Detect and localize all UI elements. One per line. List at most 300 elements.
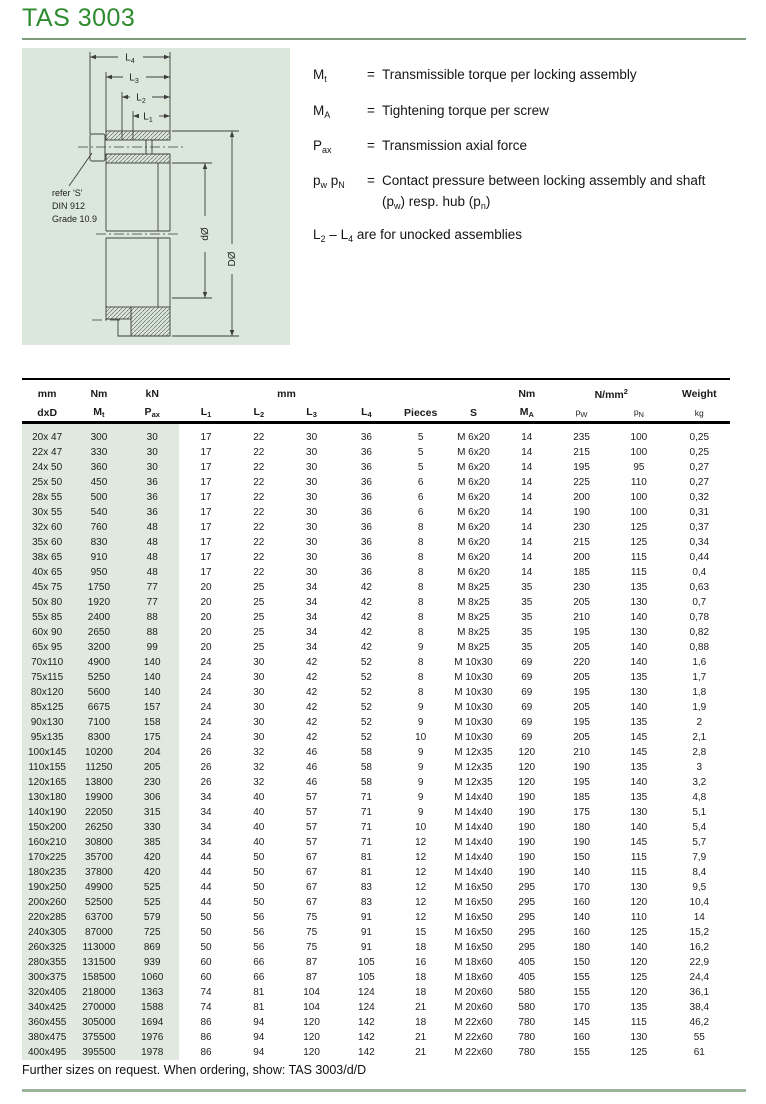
table-cell: 124 bbox=[358, 987, 375, 998]
table-cell: 22 bbox=[253, 462, 265, 473]
table-cell: 30 bbox=[253, 732, 265, 743]
table-cell: 9 bbox=[417, 642, 424, 653]
table-cell: 18 bbox=[415, 942, 427, 953]
table-cell: 185 bbox=[573, 567, 590, 578]
table-cell: 22 bbox=[253, 567, 265, 578]
table-cell: 81 bbox=[253, 987, 265, 998]
table-cell: 46 bbox=[306, 762, 318, 773]
table-cell: 50x 80 bbox=[22, 595, 72, 610]
table-cell: 200x260 bbox=[22, 895, 72, 910]
table-cell: 58 bbox=[360, 747, 372, 758]
table-cell: 21 bbox=[415, 1047, 427, 1058]
table-cell: 0,31 bbox=[689, 507, 710, 518]
table-cell: 44 bbox=[200, 852, 212, 863]
table-cell: 579 bbox=[126, 910, 179, 925]
table-cell: 1363 bbox=[126, 985, 179, 1000]
table-row bbox=[22, 760, 730, 775]
table-cell: 104 bbox=[303, 987, 320, 998]
table-row bbox=[22, 423, 730, 446]
table-cell: 1588 bbox=[126, 1000, 179, 1015]
table-row bbox=[22, 460, 730, 475]
table-cell: 75 bbox=[306, 927, 318, 938]
table-row bbox=[22, 955, 730, 970]
table-cell: 17 bbox=[200, 537, 212, 548]
table-cell: 125 bbox=[630, 972, 648, 983]
table-cell: 17 bbox=[200, 432, 212, 443]
table-cell: 40x 65 bbox=[22, 565, 72, 580]
table-cell: 8 bbox=[417, 597, 424, 608]
table-cell: 140 bbox=[630, 642, 648, 653]
table-row bbox=[22, 775, 730, 790]
table-cell: 14 bbox=[521, 492, 533, 503]
table-cell: 30 bbox=[126, 423, 179, 446]
table-cell: 360x455 bbox=[22, 1015, 72, 1030]
table-cell: 22 bbox=[253, 477, 265, 488]
column-header: L1 bbox=[179, 404, 233, 423]
table-cell: 30 bbox=[253, 657, 265, 668]
table-cell: 71 bbox=[360, 837, 372, 848]
table-cell: 17 bbox=[200, 567, 212, 578]
table-cell: 30 bbox=[306, 462, 318, 473]
table-body bbox=[22, 423, 730, 1061]
table-row bbox=[22, 835, 730, 850]
table-cell: 91 bbox=[360, 912, 372, 923]
table-cell: 8,4 bbox=[692, 867, 707, 878]
table-cell: 57 bbox=[306, 822, 318, 833]
unit-nm-mt: Nm bbox=[90, 388, 108, 400]
dim-label-l2: $L_2$ bbox=[136, 92, 146, 105]
table-cell: 52 bbox=[360, 657, 372, 668]
table-cell: 580 bbox=[518, 987, 536, 998]
table-cell: 1,7 bbox=[692, 672, 707, 683]
table-cell: 30 bbox=[306, 492, 318, 503]
table-cell: 35x 60 bbox=[22, 535, 72, 550]
table-cell: 145 bbox=[630, 837, 648, 848]
table-cell: 157 bbox=[126, 700, 179, 715]
table-cell: M 10x30 bbox=[454, 702, 493, 713]
table-cell: 205 bbox=[573, 642, 590, 653]
table-cell: 42 bbox=[360, 597, 372, 608]
table-cell: M 6x20 bbox=[457, 462, 490, 473]
table-cell: 25x 50 bbox=[22, 475, 72, 490]
table-cell: 135 bbox=[630, 1002, 648, 1013]
table-cell: 42 bbox=[306, 702, 318, 713]
table-cell: 9 bbox=[417, 717, 424, 728]
table-cell: 140 bbox=[630, 702, 648, 713]
table-cell: 67 bbox=[306, 852, 318, 863]
table-cell: 42 bbox=[306, 687, 318, 698]
table-cell: 88 bbox=[126, 610, 179, 625]
table-cell: 30 bbox=[126, 460, 179, 475]
table-cell: 1694 bbox=[126, 1015, 179, 1030]
table-cell: 270000 bbox=[72, 1000, 125, 1015]
table-cell: 81 bbox=[360, 867, 372, 878]
dim-label-l4: $L_4$ bbox=[125, 52, 135, 65]
table-cell: 180 bbox=[573, 942, 590, 953]
table-cell: M 14x40 bbox=[454, 867, 493, 878]
table-cell: 20 bbox=[200, 627, 212, 638]
table-cell: 14 bbox=[521, 432, 533, 443]
table-cell: 140 bbox=[126, 655, 179, 670]
table-cell: 100 bbox=[630, 432, 648, 443]
table-cell: 185 bbox=[573, 792, 590, 803]
table-cell: 170x225 bbox=[22, 850, 72, 865]
table-cell: 1,9 bbox=[692, 702, 707, 713]
table-cell: 14 bbox=[693, 912, 705, 923]
table-cell: 120 bbox=[630, 957, 648, 968]
table-cell: 395500 bbox=[72, 1045, 125, 1060]
table-cell: 0,78 bbox=[689, 612, 710, 623]
table-row bbox=[22, 805, 730, 820]
table-cell: M 20x60 bbox=[454, 987, 493, 998]
table-cell: 52 bbox=[360, 732, 372, 743]
table-cell: 42 bbox=[360, 582, 372, 593]
table-cell: 36 bbox=[360, 522, 372, 533]
table-cell: 30 bbox=[126, 445, 179, 460]
table-cell: 0,7 bbox=[692, 597, 707, 608]
table-cell: 66 bbox=[253, 957, 265, 968]
table-cell: 142 bbox=[358, 1047, 375, 1058]
table-cell: 9 bbox=[417, 777, 424, 788]
table-cell: 1978 bbox=[126, 1045, 179, 1060]
table-cell: M 10x30 bbox=[454, 687, 493, 698]
table-cell: 204 bbox=[126, 745, 179, 760]
table-cell: 9 bbox=[417, 792, 424, 803]
table-cell: 36 bbox=[360, 462, 372, 473]
table-row bbox=[22, 715, 730, 730]
table-cell: 1976 bbox=[126, 1030, 179, 1045]
table-cell: 42 bbox=[306, 672, 318, 683]
table-cell: 105 bbox=[358, 972, 375, 983]
table-cell: 5,7 bbox=[692, 837, 707, 848]
table-cell: 42 bbox=[360, 627, 372, 638]
table-cell: 21 bbox=[415, 1032, 427, 1043]
table-cell: 6 bbox=[417, 477, 424, 488]
table-cell: 195 bbox=[573, 687, 590, 698]
table-cell: 195 bbox=[573, 717, 590, 728]
table-cell: 34 bbox=[200, 822, 212, 833]
table-cell: 135 bbox=[630, 582, 648, 593]
table-cell: 71 bbox=[360, 822, 372, 833]
screw-note-line2: DIN 912 bbox=[52, 201, 86, 211]
table-cell: 32x 60 bbox=[22, 520, 72, 535]
table-cell: 145 bbox=[630, 732, 648, 743]
table-row bbox=[22, 730, 730, 745]
table-cell: 67 bbox=[306, 882, 318, 893]
table-cell: 6675 bbox=[72, 700, 125, 715]
table-cell: 36 bbox=[360, 447, 372, 458]
table-cell: 0,88 bbox=[689, 642, 710, 653]
table-cell: 46,2 bbox=[689, 1017, 710, 1028]
table-cell: 0,34 bbox=[689, 537, 710, 548]
table-cell: 24 bbox=[200, 672, 212, 683]
table-cell: 94 bbox=[253, 1047, 265, 1058]
table-cell: 195 bbox=[573, 777, 590, 788]
table-cell: 8 bbox=[417, 672, 424, 683]
table-cell: 6 bbox=[417, 492, 424, 503]
table-cell: M 6x20 bbox=[457, 537, 490, 548]
table-cell: 24 bbox=[200, 657, 212, 668]
table-cell: 760 bbox=[72, 520, 125, 535]
table-cell: 71 bbox=[360, 792, 372, 803]
table-cell: 12 bbox=[415, 897, 427, 908]
dim-label-D: DØ bbox=[227, 251, 238, 267]
table-row bbox=[22, 1000, 730, 1015]
table-cell: 38,4 bbox=[689, 1002, 710, 1013]
unit-mm-d: mm bbox=[37, 388, 57, 400]
table-cell: 14 bbox=[521, 507, 533, 518]
table-cell: 75x115 bbox=[22, 670, 72, 685]
table-cell: 125 bbox=[630, 537, 648, 548]
table-cell: M 22x60 bbox=[454, 1032, 493, 1043]
table-cell: 24,4 bbox=[689, 972, 710, 983]
table-cell: 140 bbox=[573, 867, 590, 878]
table-row bbox=[22, 535, 730, 550]
table-cell: 140 bbox=[573, 912, 590, 923]
table-cell: 42 bbox=[306, 717, 318, 728]
table-cell: 17 bbox=[200, 462, 212, 473]
table-cell: 113000 bbox=[72, 940, 125, 955]
table-cell: 30 bbox=[253, 702, 265, 713]
table-cell: 200 bbox=[573, 552, 590, 563]
table-row bbox=[22, 745, 730, 760]
table-cell: 13800 bbox=[72, 775, 125, 790]
table-row bbox=[22, 910, 730, 925]
table-cell: 405 bbox=[518, 972, 536, 983]
dim-label-l3: $L_3$ bbox=[129, 72, 139, 85]
table-cell: 260x325 bbox=[22, 940, 72, 955]
table-cell: 15,2 bbox=[689, 927, 710, 938]
table-cell: 218000 bbox=[72, 985, 125, 1000]
table-cell: 71 bbox=[360, 807, 372, 818]
table-cell: 32 bbox=[253, 762, 265, 773]
table-cell: 205 bbox=[573, 597, 590, 608]
table-cell: 215 bbox=[573, 537, 590, 548]
table-cell: 155 bbox=[573, 1047, 590, 1058]
screw-note-line1: refer 'S' bbox=[52, 188, 83, 198]
table-cell: 5 bbox=[417, 447, 424, 458]
table-cell: 190x250 bbox=[22, 880, 72, 895]
table-cell: 22050 bbox=[72, 805, 125, 820]
table-cell: M 12x35 bbox=[454, 762, 493, 773]
table-row bbox=[22, 670, 730, 685]
table-cell: 91 bbox=[360, 942, 372, 953]
table-cell: 36 bbox=[126, 490, 179, 505]
table-row bbox=[22, 550, 730, 565]
table-cell: 330 bbox=[72, 445, 125, 460]
table-cell: 160 bbox=[573, 1032, 590, 1043]
table-cell: 140 bbox=[630, 942, 648, 953]
table-cell: 450 bbox=[72, 475, 125, 490]
table-cell: 30 bbox=[306, 447, 318, 458]
table-cell: 69 bbox=[521, 657, 533, 668]
table-cell: 75 bbox=[306, 912, 318, 923]
table-cell: 120 bbox=[303, 1047, 320, 1058]
table-cell: 7,9 bbox=[692, 852, 707, 863]
table-cell: 295 bbox=[518, 882, 536, 893]
table-cell: 34 bbox=[200, 837, 212, 848]
table-cell: 36 bbox=[360, 432, 372, 443]
table-cell: 140 bbox=[630, 612, 648, 623]
table-cell: 36 bbox=[360, 567, 372, 578]
table-cell: 65x 95 bbox=[22, 640, 72, 655]
table-cell: 35 bbox=[521, 597, 533, 608]
table-cell: 50 bbox=[253, 852, 265, 863]
table-cell: 3,2 bbox=[692, 777, 707, 788]
table-cell: 150x200 bbox=[22, 820, 72, 835]
table-cell: 0,44 bbox=[689, 552, 710, 563]
table-cell: M 12x35 bbox=[454, 777, 493, 788]
table-cell: 0,63 bbox=[689, 582, 710, 593]
table-cell: 48 bbox=[126, 565, 179, 580]
table-cell: 8 bbox=[417, 537, 424, 548]
table-cell: 36 bbox=[360, 537, 372, 548]
table-cell: 190 bbox=[518, 867, 536, 878]
table-cell: 37800 bbox=[72, 865, 125, 880]
table-cell: 580 bbox=[518, 1002, 536, 1013]
table-cell: M 14x40 bbox=[454, 837, 493, 848]
table-cell: 80x120 bbox=[22, 685, 72, 700]
table-cell: 420 bbox=[126, 865, 179, 880]
table-cell: 0,82 bbox=[689, 627, 710, 638]
table-cell: 190 bbox=[518, 792, 536, 803]
table-cell: 60 bbox=[200, 957, 212, 968]
table-cell: 22 bbox=[253, 507, 265, 518]
table-cell: 340x425 bbox=[22, 1000, 72, 1015]
table-cell: 36 bbox=[126, 475, 179, 490]
table-cell: 525 bbox=[126, 880, 179, 895]
table-cell: 120x165 bbox=[22, 775, 72, 790]
table-cell: 25 bbox=[253, 612, 265, 623]
table-cell: 135 bbox=[630, 792, 648, 803]
table-cell: 180x235 bbox=[22, 865, 72, 880]
table-cell: 70x110 bbox=[22, 655, 72, 670]
table-cell: 57 bbox=[306, 807, 318, 818]
table-cell: 52 bbox=[360, 717, 372, 728]
page-title: TAS 3003 bbox=[22, 4, 136, 32]
table-cell: 20 bbox=[200, 642, 212, 653]
table-cell: 22 bbox=[253, 432, 265, 443]
table-cell: M 8x25 bbox=[457, 642, 490, 653]
table-cell: 38x 65 bbox=[22, 550, 72, 565]
table-cell: 210 bbox=[573, 747, 590, 758]
column-header: Pax bbox=[126, 404, 179, 423]
table-cell: 110x155 bbox=[22, 760, 72, 775]
table-cell: 142 bbox=[358, 1032, 375, 1043]
table-cell: 14 bbox=[521, 447, 533, 458]
table-cell: 58 bbox=[360, 777, 372, 788]
table-cell: 5,4 bbox=[692, 822, 707, 833]
table-cell: 20x 47 bbox=[22, 423, 72, 446]
table-cell: 61 bbox=[693, 1047, 705, 1058]
table-cell: 540 bbox=[72, 505, 125, 520]
table-cell: 135 bbox=[630, 717, 648, 728]
table-cell: 155 bbox=[573, 987, 590, 998]
table-cell: 0,25 bbox=[689, 447, 710, 458]
table-cell: 130 bbox=[630, 807, 648, 818]
column-header-row bbox=[22, 404, 730, 423]
table-cell: 18 bbox=[415, 1017, 427, 1028]
table-cell: 230 bbox=[126, 775, 179, 790]
table-cell: 130 bbox=[630, 687, 648, 698]
table-row bbox=[22, 790, 730, 805]
table-cell: 81 bbox=[253, 1002, 265, 1013]
table-cell: 0,25 bbox=[689, 432, 710, 443]
table-cell: 25 bbox=[253, 582, 265, 593]
table-cell: 36,1 bbox=[689, 987, 710, 998]
table-cell: 115 bbox=[630, 1017, 647, 1028]
unit-mm-lengths: mm bbox=[277, 388, 296, 400]
table-cell: 19900 bbox=[72, 790, 125, 805]
table-cell: 56 bbox=[253, 942, 265, 953]
table-row bbox=[22, 580, 730, 595]
table-cell: 9 bbox=[417, 762, 424, 773]
table-cell: 5600 bbox=[72, 685, 125, 700]
legend-row-pax: $P_{ax}$ = Transmission axial force bbox=[313, 138, 528, 155]
table-cell: 26 bbox=[200, 777, 212, 788]
table-cell: 180 bbox=[573, 822, 590, 833]
table-cell: M 18x60 bbox=[454, 972, 493, 983]
table-cell: M 6x20 bbox=[457, 567, 490, 578]
table-cell: 94 bbox=[253, 1032, 265, 1043]
table-cell: 25 bbox=[253, 642, 265, 653]
table-cell: 17 bbox=[200, 447, 212, 458]
table-cell: 50 bbox=[253, 882, 265, 893]
table-cell: 45x 75 bbox=[22, 580, 72, 595]
table-row bbox=[22, 610, 730, 625]
table-cell: 125 bbox=[630, 1047, 648, 1058]
table-cell: 46 bbox=[306, 747, 318, 758]
table-cell: 300 bbox=[72, 423, 125, 446]
table-cell: 0,32 bbox=[689, 492, 710, 503]
table-row bbox=[22, 865, 730, 880]
table-cell: 40 bbox=[253, 837, 265, 848]
table-cell: 131500 bbox=[72, 955, 125, 970]
table-cell: 0,37 bbox=[689, 522, 710, 533]
table-cell: 1920 bbox=[72, 595, 125, 610]
table-cell: 2,8 bbox=[692, 747, 707, 758]
table-cell: 420 bbox=[126, 850, 179, 865]
table-cell: 110 bbox=[630, 477, 647, 488]
table-cell: 30 bbox=[253, 717, 265, 728]
table-cell: 94 bbox=[253, 1017, 265, 1028]
table-cell: 14 bbox=[521, 567, 533, 578]
table-cell: 104 bbox=[303, 1002, 320, 1013]
table-cell: 140 bbox=[630, 657, 648, 668]
table-cell: 36 bbox=[360, 477, 372, 488]
table-cell: 90x130 bbox=[22, 715, 72, 730]
table-cell: 280x355 bbox=[22, 955, 72, 970]
column-header: L3 bbox=[284, 404, 338, 423]
table-cell: 295 bbox=[518, 897, 536, 908]
table-cell: M 6x20 bbox=[457, 552, 490, 563]
column-header: L2 bbox=[233, 404, 284, 423]
table-cell: 1,8 bbox=[692, 687, 707, 698]
table-cell: 44 bbox=[200, 882, 212, 893]
table-cell: 50 bbox=[200, 912, 212, 923]
table-cell: 8 bbox=[417, 567, 424, 578]
table-cell: 400x495 bbox=[22, 1045, 72, 1060]
table-row bbox=[22, 565, 730, 580]
table-row bbox=[22, 1045, 730, 1060]
table-cell: 0,4 bbox=[692, 567, 707, 578]
legend-row-l2-l4: $L_2 - L_4$ are for unocked assemblies bbox=[313, 227, 522, 244]
table-cell: 34 bbox=[306, 627, 318, 638]
size-table bbox=[22, 378, 730, 1060]
locking-assembly-cross-section bbox=[22, 48, 290, 345]
table-cell: 30 bbox=[253, 672, 265, 683]
table-cell: 25 bbox=[253, 597, 265, 608]
